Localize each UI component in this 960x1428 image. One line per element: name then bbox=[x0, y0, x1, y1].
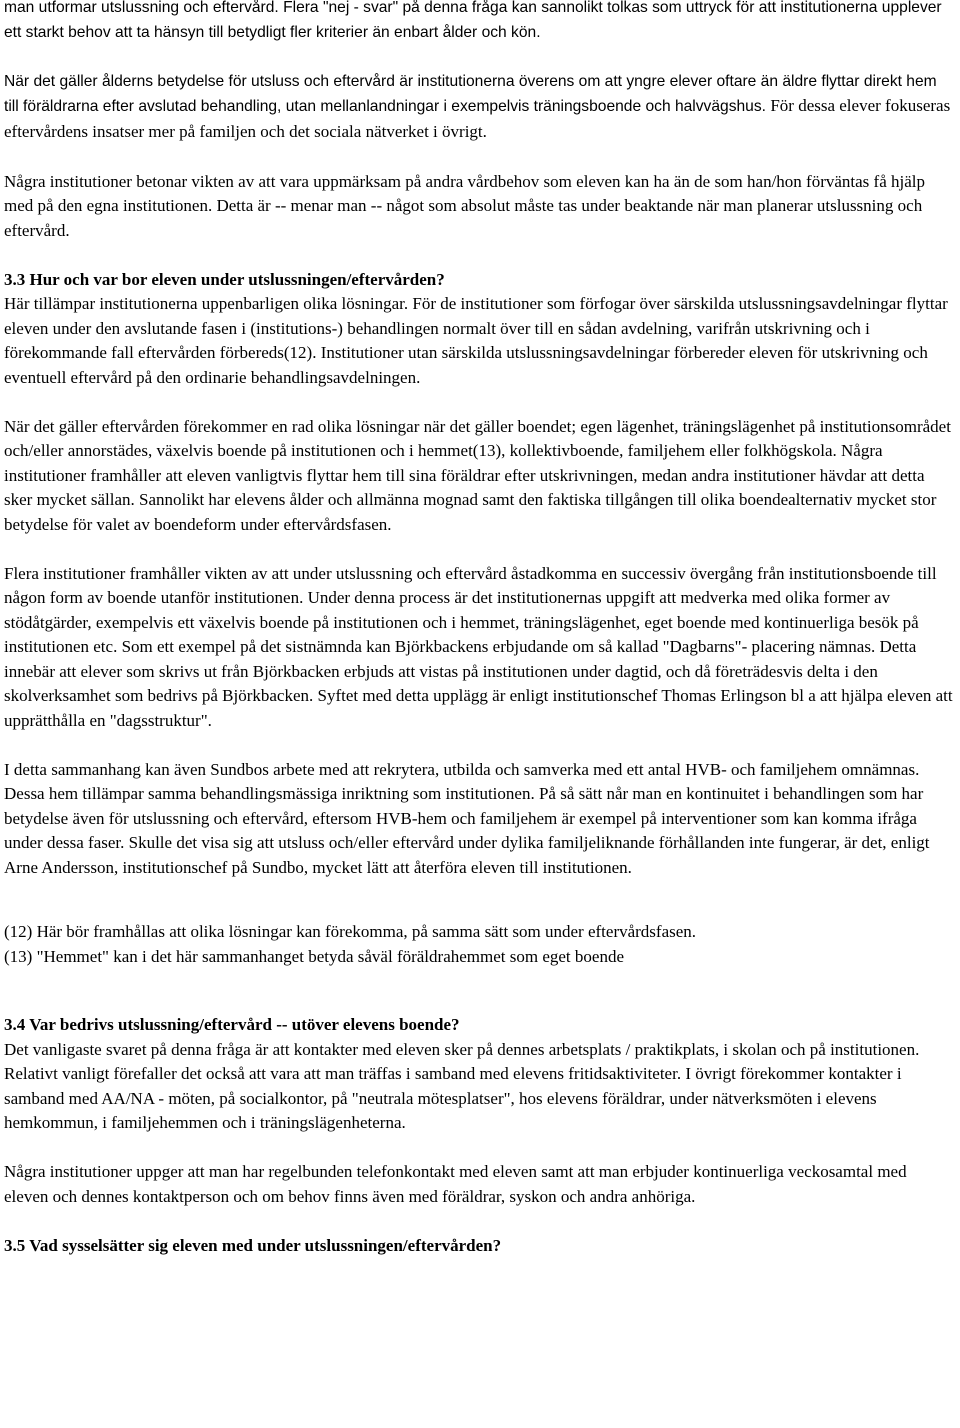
paragraph-3-4-contacts: Det vanligaste svaret på denna fråga är att kontakter med eleven sker på dennes arbetsplats / praktikplats, i skolan och på institutionen. Relativt vanligt förefaller det också att vara att man träffas i samband med elevens fritidsaktiviteter. I övrigt förekommer kontakter i samband med AA/NA - möten, på socialkontor, på "neutrala mötesplatser", hos elevens föräldrar, under nätverksmöten i elevens hemkommun, i familjehemmen och i träningslägenheterna. bbox=[4, 1039, 920, 1132]
spacer bbox=[4, 1209, 954, 1234]
paragraph-intro: man utformar utslussning och eftervård. Flera "nej - svar" på denna fråga kan sannolikt tolkas som uttryck för att institutionerna upplever ett starkt behov att ta hänsyn till betydligt fler kriterier än enbart ålder och kön. bbox=[4, 0, 942, 41]
spacer bbox=[4, 969, 954, 1013]
paragraph-3-3-housing: När det gäller eftervården förekommer en rad olika lösningar när det gäller boendet; egen lägenhet, träningslägenhet på institutionsområdet och/eller annorstädes, växelvis boende på institutionen och i hemmet(13), kollektivboende, familjehem eller folkhögskola. Några institutioner framhåller att eleven vanligtvis flyttar hem till sina föräldrar efter utskrivningen, medan andra institutioner hävdar att detta sker mycket sällan. Sannolikt har elevens ålder och allmänna mognad samt den faktiska tillgången till olika boendealternativ mycket stor betydelse för valet av boendeform under eftervårdsfasen. bbox=[4, 416, 951, 534]
spacer bbox=[4, 537, 954, 562]
section-heading-3-3: 3.3 Hur och var bor eleven under utslussningen/eftervården? bbox=[4, 269, 445, 289]
paragraph-age-importance-serif: För dessa elever fokuseras eftervårdens insatser mer på familjen och det sociala nätverket i övrigt. bbox=[4, 96, 951, 141]
paragraph-3-3-transition: Flera institutioner framhåller vikten av att under utslussning och eftervård åstadkomma en successiv övergång från institutionsboende till någon form av boende utanför institutionen. Under denna process är det institutionernas uppgift att medverka med olika former av stödåtgärder, exempelvis ett växelvis boende på institutionen och i hemmet, träningslägenhet, eget boende med kontinuerliga besök på institutionen etc. Som ett exempel på det sistnämnda kan Björkbackens erbjudande om så kallad "Dagbarns"- placering nämnas. Detta innebär att elever som skrivs ut från Björkbacken erbjuds att vistas på institutionen under dagtid, och då företrädesvis delta i den skolverksamhet som bedrivs på Björkbacken. Syftet med detta upplägg är enligt institutionschef Thomas Erlingson bl a att hjälpa eleven att upprätthålla en "dagsstruktur". bbox=[4, 563, 953, 730]
paragraph-age-importance-sans: När det gäller ålderns betydelse för utsluss och eftervård är institutionerna överens om att yngre elever oftare än äldre flyttar direkt hem till föräldrarna efter avslutad behandling, utan mellanlandningar i exempelvis träningsboende och halvvägshus. bbox=[4, 72, 937, 115]
spacer bbox=[4, 45, 954, 70]
paragraph-3-4-phone: Några institutioner uppger att man har regelbunden telefonkontakt med eleven samt att man erbjuder kontinuerliga veckosamtal med eleven och dennes kontaktperson och om behov finns även med föräldrar, syskon och andra anhöriga. bbox=[4, 1162, 907, 1206]
spacer bbox=[4, 733, 954, 758]
paragraph-3-3-solutions: Här tillämpar institutionerna uppenbarligen olika lösningar. För de institutioner som förfogar över särskilda utslussningsavdelningar flyttar eleven under den avslutande fasen i (institutions-) behandlingen normalt över till en sådan avdelning, varifrån utskrivning och i förekommande fall eftervården förbereds(12). Institutioner utan särskilda utslussningsavdelningar förbereder eleven för utskrivning och eventuell eftervård på den ordinarie behandlingsavdelningen. bbox=[4, 294, 948, 387]
spacer bbox=[4, 880, 954, 920]
spacer bbox=[4, 243, 954, 268]
section-heading-3-4: 3.4 Var bedrivs utslussning/eftervård -- utöver elevens boende? bbox=[4, 1015, 460, 1034]
spacer bbox=[4, 390, 954, 415]
paragraph-3-3-sundbo: I detta sammanhang kan även Sundbos arbete med att rekrytera, utbilda och samverka med ett antal HVB- och familjehem omnämnas. Dessa hem tillämpar samma behandlingsmässiga inriktning som institutionen. På så sätt når man en kontinuitet i behandlingen som har betydelse även för utslussning och eftervård, eftersom HVB-hem och familjehem är exempel på interventioner som kan komma ifråga under dessa faser. Skulle det visa sig att utsluss och/eller eftervård under dylika familjeliknande förhållanden inte fungerar, är det, enligt Arne Andersson, institutionschef på Sundbo, mycket lätt att återföra eleven till institutionen. bbox=[4, 759, 930, 877]
spacer bbox=[4, 145, 954, 170]
document-page bbox=[4, 0, 954, 1258]
paragraph-age-importance bbox=[4, 70, 954, 146]
paragraph-care-needs: Några institutioner betonar vikten av att vara uppmärksam på andra vårdbehov som eleven kan ha än de som han/hon förväntas få hjälp med på den egna institutionen. Detta är -- menar man -- något som absolut måste tas under beaktande när man planerar utslussning och eftervård. bbox=[4, 171, 925, 240]
footnote-12: (12) Här bör framhållas att olika lösningar kan förekomma, på samma sätt som under eftervårdsfasen. bbox=[4, 922, 697, 941]
section-heading-3-5: 3.5 Vad sysselsätter sig eleven med under utslussningen/eftervården? bbox=[4, 1235, 502, 1255]
spacer bbox=[4, 1136, 954, 1161]
footnote-13: (13) "Hemmet" kan i det här sammanhanget betyda såväl föräldrahemmet som eget boende bbox=[4, 946, 624, 966]
